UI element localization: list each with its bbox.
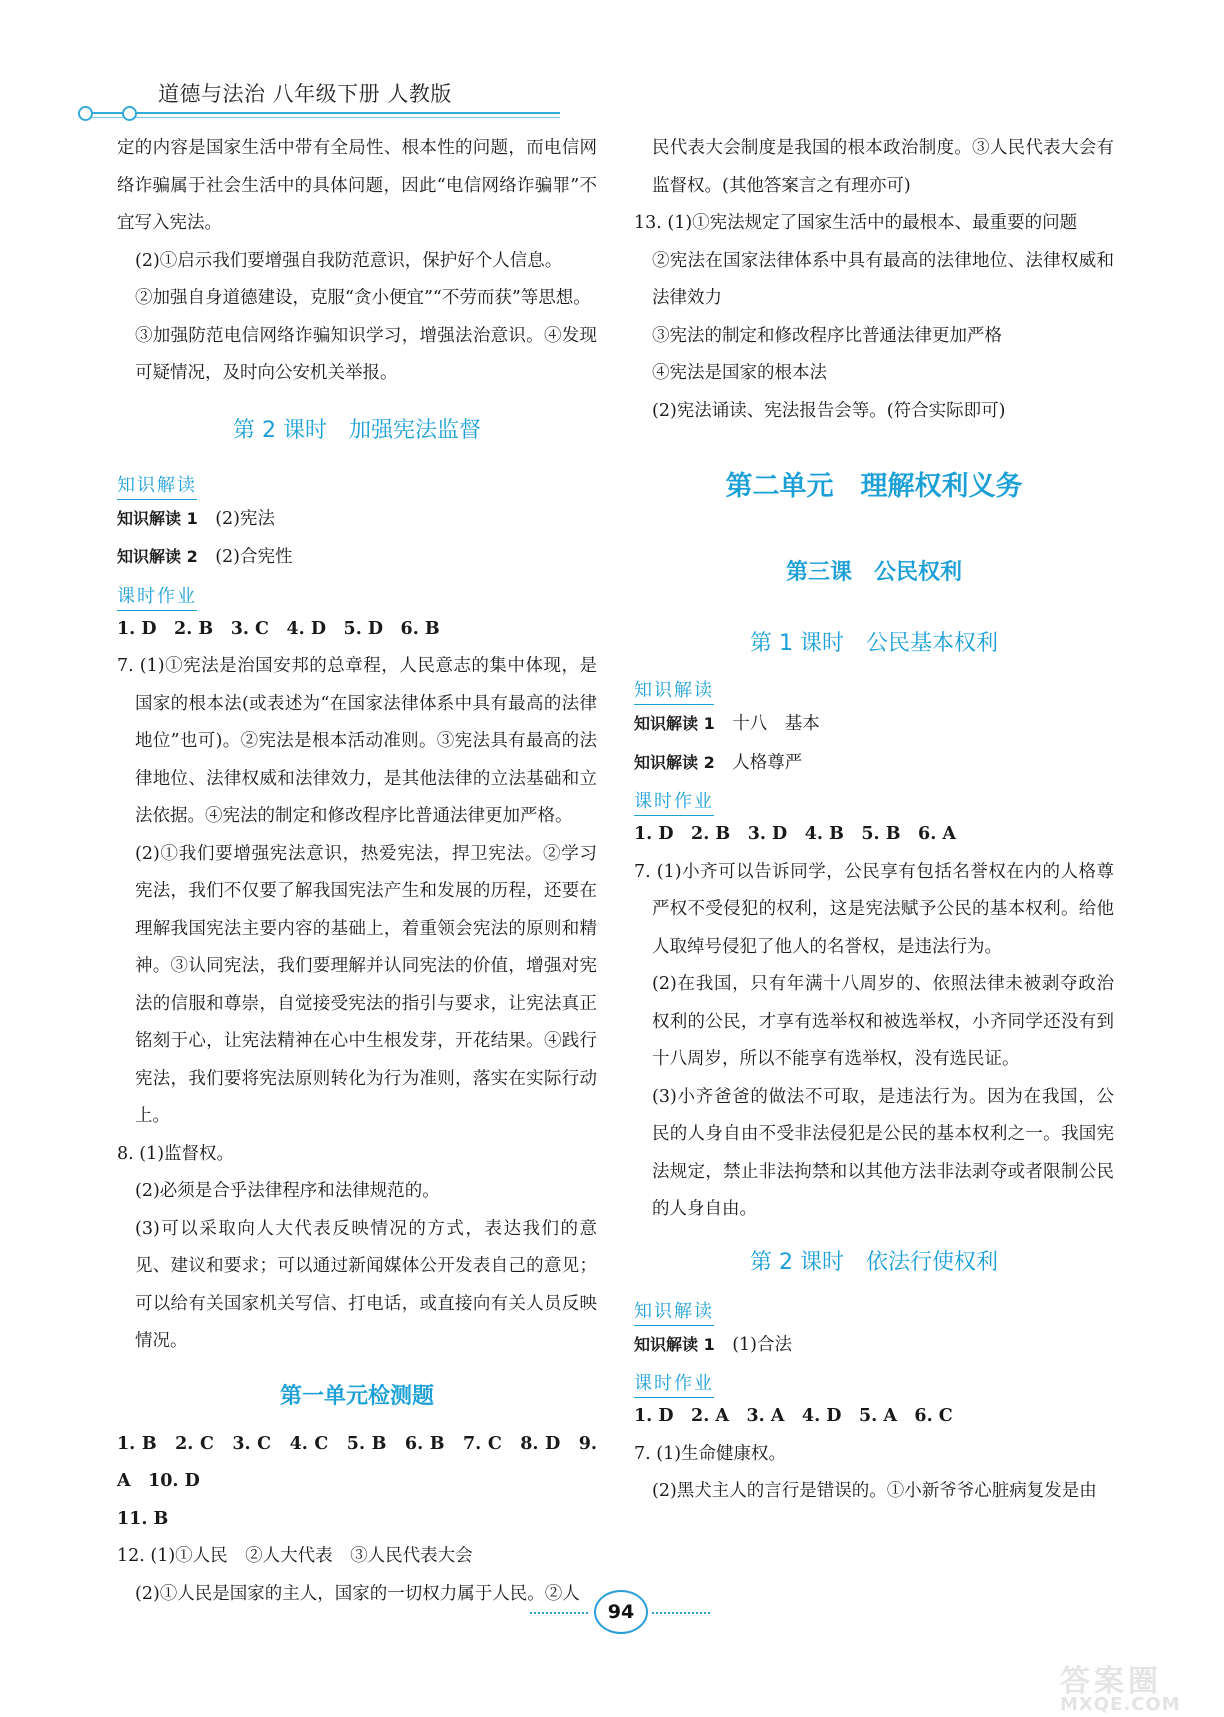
answer-paragraph: 13. (1)①宪法规定了国家生活中的最根本、最重要的问题 — [634, 213, 1078, 233]
knowledge-point-label: 知识解读 2 — [634, 752, 715, 772]
answer-paragraph: ②宪法在国家法律体系中具有最高的法律地位、法律权威和法律效力 — [652, 250, 1114, 308]
answer-paragraph: 7. (1)①宪法是治国安邦的总章程，人民意志的集中体现，是国家的根本法(或表述为“在国家法律体系中具有最高的法律地位”也可)。②宪法是根本活动准则。③宪法具有最高的法律地位、法律权威和法律效力，是其他法律的立法基础和立法依据。④宪法的制定和修改程序比普通法律更加严格。 — [117, 656, 597, 826]
page-number: 94 — [594, 1590, 648, 1634]
header-dot-icon — [122, 106, 137, 121]
section-tag-homework: 课时作业 — [634, 789, 714, 816]
knowledge-point-label: 知识解读 1 — [634, 1334, 715, 1354]
answer-paragraph: 8. (1)监督权。 — [117, 1143, 235, 1164]
answer-paragraph: (2)必须是合乎法律程序和法律规范的。 — [135, 1181, 440, 1201]
answer-paragraph: (2)在我国，只有年满十八周岁的、依照法律未被剥夺政治权利的公民，才享有选举权和被选举权，小齐同学还没有到十八周岁，所以不能享有选举权，没有选民证。 — [652, 974, 1114, 1069]
knowledge-point-answer: 十八 基本 — [732, 714, 820, 734]
knowledge-point-label: 知识解读 1 — [117, 508, 198, 528]
lesson-title: 第 1 课时 公民基本权利 — [750, 631, 998, 656]
section-tag-knowledge: 知识解读 — [634, 678, 714, 705]
answer-paragraph: 12. (1)①人民 ②人大代表 ③人民代表大会 — [117, 1546, 473, 1566]
choice-answers: 11. B — [117, 1508, 169, 1529]
knowledge-point-answer: 人格尊严 — [732, 752, 803, 773]
section-tag-knowledge: 知识解读 — [117, 473, 197, 500]
header-dot-icon — [78, 106, 93, 121]
answer-paragraph: 7. (1)生命健康权。 — [634, 1443, 787, 1464]
left-column — [117, 130, 597, 1613]
answer-paragraph: (3)小齐爸爸的做法不可取，是违法行为。因为在我国，公民的人身自由不受非法侵犯是公民的基本权利之一。我国宪法规定，禁止非法拘禁和以其他方法非法剥夺或者限制公民的人身自由。 — [652, 1086, 1114, 1219]
knowledge-point-answer: (1)合法 — [732, 1334, 793, 1355]
answer-paragraph: (3)可以采取向人大代表反映情况的方式，表达我们的意见、建议和要求；可以通过新闻媒体公开发表自己的意见；可以给有关国家机关写信、打电话，或直接向有关人员反映情况。 — [135, 1218, 597, 1351]
section-tag-homework: 课时作业 — [634, 1371, 714, 1398]
paragraph: ②加强自身道德建设，克服“贪小便宜”“不劳而获”等思想。 — [135, 288, 591, 308]
section-tag-homework: 课时作业 — [117, 584, 197, 611]
book-title: 道德与法治 八年级下册 人教版 — [158, 82, 452, 106]
section-tag-knowledge: 知识解读 — [634, 1299, 714, 1326]
answer-paragraph: (2)①我们要增强宪法意识，热爱宪法，捍卫宪法。②学习宪法，我们不仅要了解我国宪法产生和发展的历程，还要在理解我国宪法主要内容的基础上，着重领会宪法的原则和精神。③认同宪法，我们要理解并认同宪法的价值，增强对宪法的信服和尊崇，自觉接受宪法的指引与要求，让宪法真正铭刻于心，让宪法精神在心中生根发芽，开花结果。④践行宪法，我们要将宪法原则转化为行为准则，落实在实际行动上。 — [135, 843, 597, 1126]
footer-dots — [652, 1612, 710, 1614]
header-rule-thin — [90, 117, 560, 118]
footer-dots — [530, 1612, 588, 1614]
knowledge-point-answer: (2)合宪性 — [215, 547, 293, 567]
knowledge-point-label: 知识解读 1 — [634, 714, 715, 733]
choice-answers: 1. B 2. C 3. C 4. C 5. B 6. B 7. C 8. D 9. A 10. D — [117, 1433, 597, 1491]
answer-paragraph: (2)黑犬主人的言行是错误的。①小新爷爷心脏病复发是由 — [652, 1481, 1097, 1501]
course-title: 第三课 公民权利 — [785, 560, 962, 585]
right-column — [634, 130, 1114, 1511]
answer-paragraph: (2)①人民是国家的主人，国家的一切权力属于人民。②人 — [135, 1583, 580, 1604]
answer-paragraph: (2)宪法诵读、宪法报告会等。(符合实际即可) — [652, 400, 1006, 421]
choice-answers: 1. D 2. B 3. D 4. B 5. B 6. A — [634, 824, 956, 844]
page-footer — [530, 1588, 710, 1632]
paragraph: ③加强防范电信网络诈骗知识学习，增强法治意识。④发现可疑情况，及时向公安机关举报。 — [135, 325, 597, 383]
watermark-url: MXQE.COM — [1060, 1694, 1181, 1715]
lesson-title: 第 2 课时 加强宪法监督 — [233, 417, 481, 443]
unit-test-title: 第一单元检测题 — [279, 1383, 434, 1409]
paragraph: (2)①启示我们要增强自我防范意识，保护好个人信息。 — [135, 250, 563, 271]
watermark-logo — [1060, 1664, 1220, 1715]
unit-title: 第二单元 理解权利义务 — [725, 471, 1023, 502]
choice-answers: 1. D 2. B 3. C 4. D 5. D 6. B — [117, 618, 440, 639]
answer-paragraph: ④宪法是国家的根本法 — [652, 363, 827, 383]
lesson-title: 第 2 课时 依法行使权利 — [750, 1249, 998, 1275]
knowledge-point-label: 知识解读 2 — [117, 547, 198, 566]
answer-paragraph: ③宪法的制定和修改程序比普通法律更加严格 — [652, 325, 1002, 346]
paragraph: 定的内容是国家生活中带有全局性、根本性的问题，而电信网络诈骗属于社会生活中的具体问题，因此“电信网络诈骗罪”不宜写入宪法。 — [117, 138, 597, 233]
watermark-text: 答案圈 — [1060, 1664, 1162, 1699]
choice-answers: 1. D 2. A 3. A 4. D 5. A 6. C — [634, 1406, 953, 1426]
header-rule — [90, 112, 560, 114]
answer-paragraph: 7. (1)小齐可以告诉同学，公民享有包括名誉权在内的人格尊严权不受侵犯的权利，这是宪法赋予公民的基本权利。给他人取绰号侵犯了他人的名誉权，是违法行为。 — [634, 861, 1114, 957]
knowledge-point-answer: (2)宪法 — [215, 508, 276, 529]
paragraph: 民代表大会制度是我国的根本政治制度。③人民代表大会有监督权。(其他答案言之有理亦可) — [652, 138, 1114, 196]
